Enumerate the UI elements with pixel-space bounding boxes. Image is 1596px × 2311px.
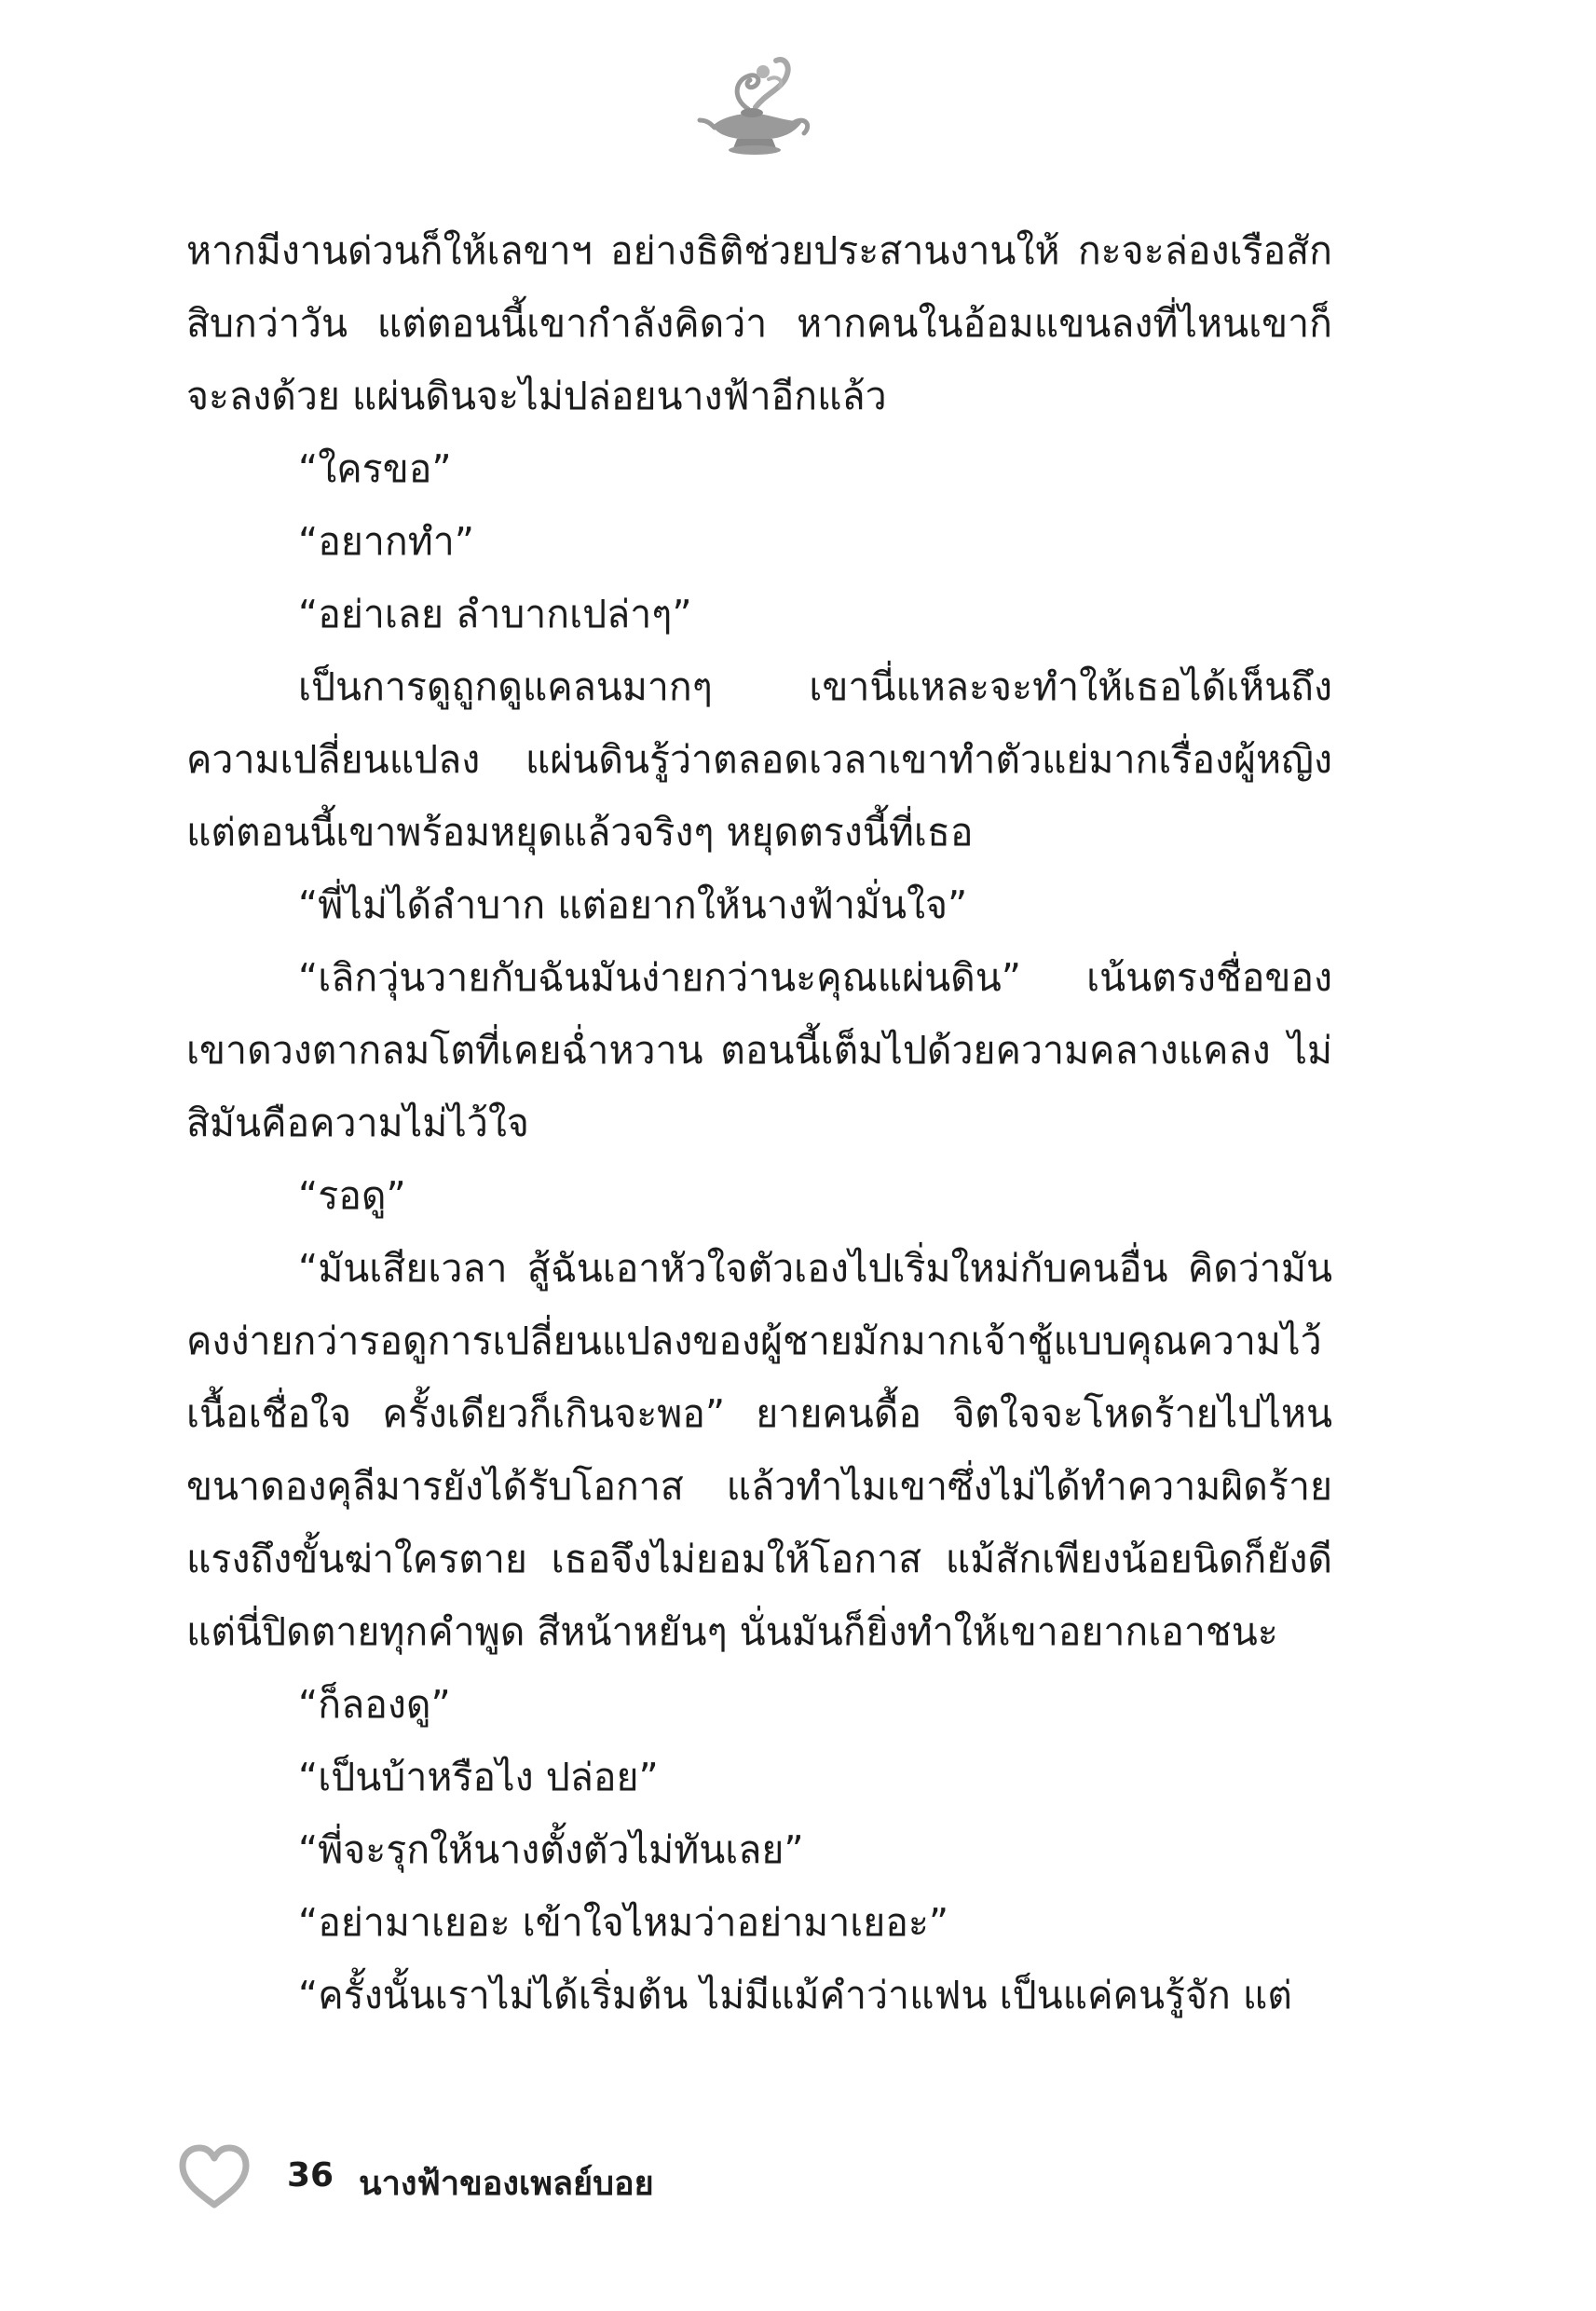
paragraph: “อย่าเลย ลำบากเปล่าๆ” (298, 592, 692, 636)
paragraph: “มันเสียเวลา สู้ฉันเอาหัวใจตัวเองไปเริ่มใหม่กับคนอื่น คิดว่ามันคงง่ายกว่ารอดูการเปลี่ยนแปลงของผู้ชายมักมากเจ้าชู้แบบคุณความไว้เนื้อเชื่อใจ ครั้งเดียวก็เกินจะพอ” ยายคนดื้อ จิตใจจะโหดร้ายไปไหน ขนาดองคุลีมารยังได้รับโอกาส แล้วทำไมเขาซึ่งไม่ได้ทำความผิดร้ายแรงถึงขั้นฆ่าใครตาย เธอจึงไม่ยอมให้โอกาส แม้สักเพียงน้อยนิดก็ยังดี แต่นี่ปิดตายทุกคำพูด สีหน้าหยันๆ นั่นมันก็ยิ่งทำให้เขาอยากเอาชนะ (186, 1246, 1332, 1654)
page-number: 36 (287, 2156, 334, 2195)
body-text (186, 214, 1332, 2031)
heart-outline-icon (177, 2143, 252, 2210)
paragraph: “ก็ลองดู” (298, 1682, 451, 1727)
paragraph: “รอดู” (298, 1173, 406, 1218)
paragraph: หากมีงานด่วนก็ให้เลขาฯ อย่างธิติช่วยประสานงานให้ กะจะล่องเรือสักสิบกว่าวัน แต่ตอนนี้เขากำลังคิดว่า หากคนในอ้อมแขนลงที่ไหนเขาก็จะลงด้วย แผ่นดินจะไม่ปล่อยนางฟ้าอีกแล้ว (186, 228, 1332, 418)
paragraph: “พี่จะรุกให้นางตั้งตัวไม่ทันเลย” (298, 1827, 804, 1872)
page-footer (177, 2143, 1016, 2218)
paragraph: “อย่ามาเยอะ เข้าใจไหมว่าอย่ามาเยอะ” (298, 1900, 949, 1945)
paragraph: “ใครขอ” (298, 446, 452, 491)
paragraph: “เลิกวุ่นวายกับฉันมันง่ายกว่านะคุณแผ่นดิน” เน้นตรงชื่อของเขาดวงตากลมโตที่เคยฉ่ำหวาน ตอนนี้เต็มไปด้วยความคลางแคลง ไม่สิมันคือความไม่ไว้ใจ (186, 955, 1332, 1145)
paragraph: “พี่ไม่ได้ลำบาก แต่อยากให้นางฟ้ามั่นใจ” (298, 882, 968, 927)
paragraph: “ครั้งนั้นเราไม่ได้เริ่มต้น ไม่มีแม้คำว่าแฟน เป็นแค่คนรู้จัก แต่ (298, 1973, 1292, 2017)
paragraph: “อยากทำ” (298, 519, 475, 564)
genie-lamp-icon (694, 51, 815, 158)
paragraph: เป็นการดูถูกดูแคลนมากๆ เขานี่แหละจะทำให้เธอได้เห็นถึงความเปลี่ยนแปลง แผ่นดินรู้ว่าตลอดเวลาเขาทำตัวแย่มากเรื่องผู้หญิงแต่ตอนนี้เขาพร้อมหยุดแล้วจริงๆ หยุดตรงนี้ที่เธอ (186, 664, 1332, 855)
paragraph: “เป็นบ้าหรือไง ปล่อย” (298, 1755, 659, 1799)
book-title: นางฟ้าของเพลย์บอย (359, 2165, 654, 2203)
